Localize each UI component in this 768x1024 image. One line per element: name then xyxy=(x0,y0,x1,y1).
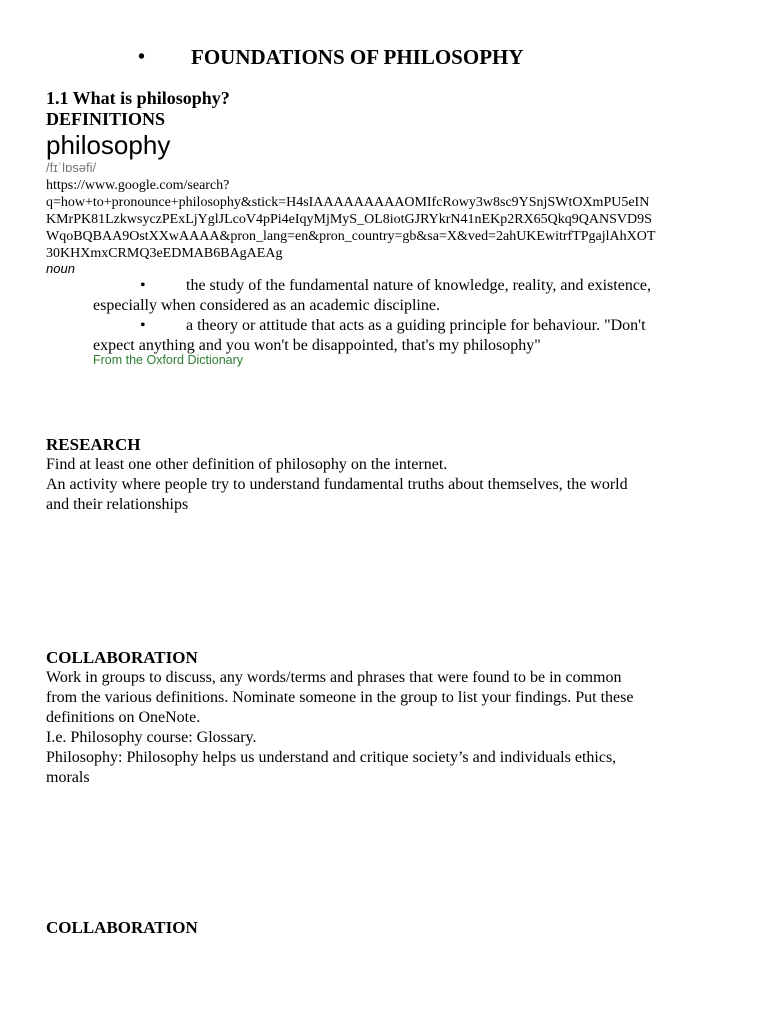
sense-1-line-1: the study of the fundamental nature of knowledge, reality, and existence, xyxy=(186,277,652,294)
url-line: q=how+to+pronounce+philosophy&stick=H4sIAAAAAAAAAOMIfcRowy3w8sc9YSnjSWtOXmPU5eIN xyxy=(46,195,650,210)
sense-2-line-1: a theory or attitude that acts as a guiding principle for behaviour. "Don't xyxy=(186,317,646,334)
url-line: KMrPK81LzkwsyczPExLjYglJLcoV4pPi4eIqyMjMyS_OL8iotGJRYkrN41nEKp2RX65Qkq9QANSVD9S xyxy=(46,212,652,227)
definitions-heading: DEFINITIONS xyxy=(46,109,166,129)
dictionary-source-link[interactable]: From the Oxford Dictionary xyxy=(93,353,244,367)
page-title: FOUNDATIONS OF PHILOSOPHY xyxy=(191,45,524,69)
research-line: Find at least one other definition of philosophy on the internet. xyxy=(46,456,448,473)
sense-2-bullet: • xyxy=(140,317,146,334)
collaboration-line: Philosophy: Philosophy helps us understand and critique society’s and individuals ethics, xyxy=(46,749,617,766)
research-body xyxy=(46,455,746,515)
collaboration-body xyxy=(46,668,746,788)
google-search-url[interactable] xyxy=(46,177,736,262)
url-line: WqoBQBAA9OstXXwAAAA&pron_lang=en&pron_country=gb&sa=X&ved=2ahUKEwitrfTPgajlAhXOT xyxy=(46,229,656,244)
research-line: An activity where people try to understand fundamental truths about themselves, the world xyxy=(46,476,628,493)
collaboration-line: morals xyxy=(46,769,90,786)
dictionary-word: philosophy xyxy=(46,130,171,160)
part-of-speech: noun xyxy=(46,261,75,276)
collaboration-heading-2: COLLABORATION xyxy=(46,918,198,937)
research-heading: RESEARCH xyxy=(46,435,141,454)
section-heading-what-is-philosophy: 1.1 What is philosophy? xyxy=(46,88,230,108)
url-line: https://www.google.com/search? xyxy=(46,178,230,193)
pronunciation: /fɪˈlɒsəfi/ xyxy=(46,160,97,175)
collaboration-heading: COLLABORATION xyxy=(46,648,198,667)
sense-1-line-2: especially when considered as an academic discipline. xyxy=(93,297,440,314)
url-line: 30KHXmxCRMQ3eEDMAB6BAgAEAg xyxy=(46,246,283,261)
collaboration-line: I.e. Philosophy course: Glossary. xyxy=(46,729,257,746)
sense-1-bullet: • xyxy=(140,277,146,294)
collaboration-line: from the various definitions. Nominate someone in the group to list your findings. Put these xyxy=(46,689,634,706)
title-bullet: • xyxy=(138,46,146,68)
sense-2-line-2: expect anything and you won't be disappointed, that's my philosophy" xyxy=(93,337,541,354)
collaboration-line: Work in groups to discuss, any words/terms and phrases that were found to be in common xyxy=(46,669,622,686)
research-line: and their relationships xyxy=(46,496,189,513)
collaboration-line: definitions on OneNote. xyxy=(46,709,201,726)
